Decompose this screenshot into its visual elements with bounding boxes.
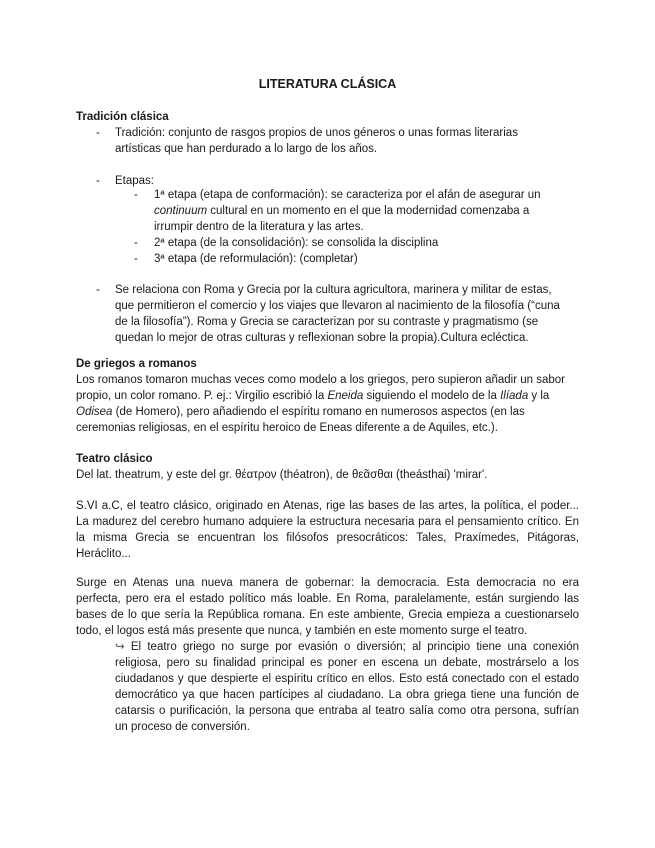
title-iliada: Ilíada — [500, 390, 529, 402]
etapa-1-text-a: 1ª etapa (etapa de conformación): se caracteriza por el afán de asegurar un — [154, 189, 541, 201]
teatro-griego-text: El teatro griego no surge por evasión o diversión; al principio tiene una conexión religiosa, pero su finalidad principal es poner en escena un debate, mostrárselo a los ciudadanos y que despierte el espíritu crítico en ellos. Esto está conectado con el estado democrático ya que hacen partícipes al ciudadano. La obra griega tiene una función de catarsis o purificación, la persona que entraba al teatro salía como otra persona, sufrían un proceso de conversión. — [115, 641, 579, 733]
sub-bullet-etapa-2: 2ª etapa (de la consolidación): se consolida la disciplina — [154, 237, 439, 249]
paragraph-etymology: Del lat. theatrum, y este del gr. θέατρον (théatron), de θεᾶσθαι (theásthai) 'mirar'. — [76, 469, 488, 481]
bullet-marker: - — [96, 127, 100, 139]
section-heading-griegos-romanos: De griegos a romanos — [76, 358, 197, 370]
sub-bullet-marker: - — [134, 253, 138, 265]
paragraph-democracia: Surge en Atenas una nueva manera de gobernar: la democracia. Esta democracia no era perfecta, pero era el estado político más loable. En Roma, paralelamente, están surgiendo las bases de lo que sería la República romana. En este ambiente, Grecia empieza a cuestionarselo todo, el logos está más presente que nunca, y también en este momento surge el teatro. — [76, 577, 579, 637]
sub-bullet-marker: - — [134, 189, 138, 201]
text-run: y la — [528, 390, 550, 402]
text-run: siguiendo el modelo de la — [363, 390, 501, 402]
bullet-etapas: Etapas: — [115, 175, 154, 187]
indented-paragraph-teatro-griego — [115, 639, 579, 735]
bullet-marker: - — [96, 175, 100, 187]
page-title: LITERATURA CLÁSICA — [258, 77, 397, 91]
etapa-1-emphasis: continuum — [154, 205, 208, 217]
title-odisea: Odisea — [76, 406, 113, 418]
text-run: (de Homero), pero añadiendo el espíritu romano en numerosos aspectos (en las ceremonias religiosas, en el espíritu heroico de Eneas diferente a de Aquiles, etc.). — [76, 406, 525, 434]
arrow-icon: ↪ — [115, 641, 125, 653]
paragraph-svi: S.VI a.C, el teatro clásico, originado en Atenas, rige las bases de las artes, la política, el poder... La madurez del cerebro humano adquiere la estructura necesaria para el pensamiento crítico. En la misma Grecia se encuentran los filósofos presocráticos: Tales, Praxímedes, Pitágoras, Heráclito... — [76, 500, 579, 560]
title-eneida: Eneida — [327, 390, 364, 402]
etapa-1-text-b: cultural en un momento en el que la modernidad comenzaba a irrumpir dentro de la literatura y las artes. — [154, 205, 530, 233]
sub-bullet-marker: - — [134, 237, 138, 249]
sub-bullet-etapa-1 — [154, 187, 564, 235]
sub-bullet-etapa-3: 3ª etapa (de reformulación): (completar) — [154, 253, 358, 265]
paragraph-griegos-romanos — [76, 372, 579, 436]
bullet-marker: - — [96, 284, 100, 296]
text-run: Los romanos tomaron muchas veces como modelo a los griegos, pero supieron añadir un sabor propio, un color romano. P. ej.: Virgilio escribió la — [76, 374, 566, 402]
section-heading-teatro: Teatro clásico — [76, 453, 153, 465]
bullet-tradicion: Tradición: conjunto de rasgos propios de unos géneros o unas formas literarias artísticas que han perdurado a lo largo de los años. — [115, 127, 518, 155]
section-heading-tradicion: Tradición clásica — [76, 111, 169, 123]
bullet-roma-grecia: Se relaciona con Roma y Grecia por la cultura agricultora, marinera y militar de estas, que permitieron el comercio y los viajes que llevaron al nacimiento de la filosofía (“cuna de la filosofía”). Roma y Grecia se caracterizan por su contraste y pragmatismo (se quedan lo mejor de otras culturas y reflexionan sobre la propia).Cultura ecléctica. — [115, 284, 560, 344]
